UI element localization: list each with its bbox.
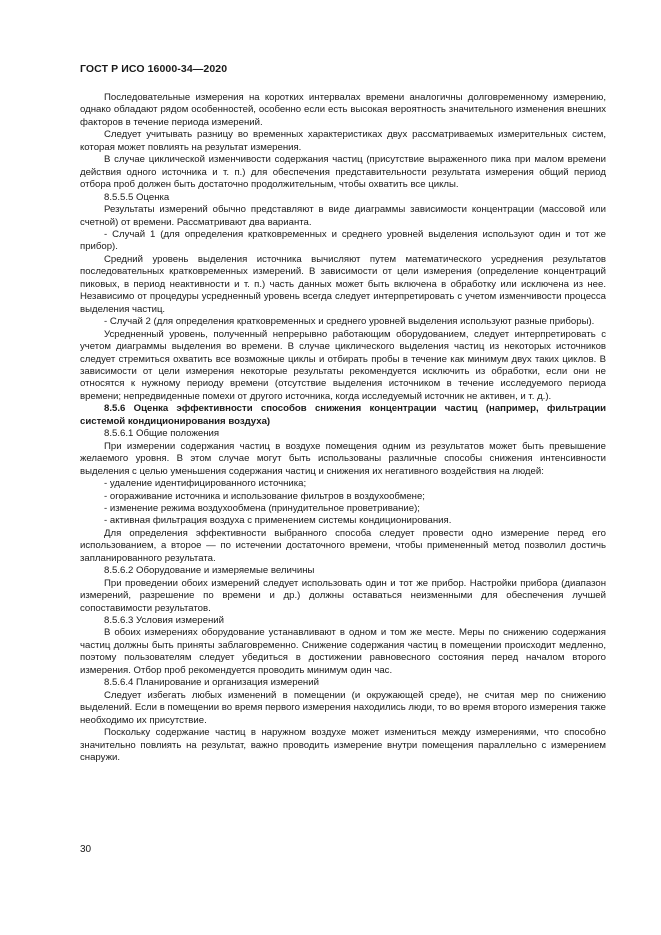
paragraph: Для определения эффективности выбранного способа следует провести одно измерение перед его использованием, а второе — по истечении достаточного времени, чтобы примененный метод позволил достичь запланированного результата. xyxy=(80,527,606,564)
list-item: - изменение режима воздухообмена (принудительное проветривание); xyxy=(104,502,420,514)
list-item: - удаление идентифицированного источника; xyxy=(104,478,307,490)
paragraph: Следует учитывать разницу во временных характеристиках двух рассматриваемых измерительных систем, которая может повлиять на результат измерения. xyxy=(80,129,606,153)
paragraph: В случае циклической изменчивости содержания частиц (присутствие выраженного пика при малом времени действия одного источника и т. п.) для обеспечения представительности результата измерения общий период отбора проб должен быть достаточно продолжительным, чтобы охватить все циклы. xyxy=(80,154,606,191)
page-number: 30 xyxy=(80,844,92,855)
list-item: - Случай 1 (для определения кратковременных и среднего уровней выделения используют один и тот же прибор). xyxy=(80,228,606,253)
paragraph: Поскольку содержание частиц в наружном воздухе может измениться между измерениями, что способно значительно повлиять на результат, важно проводить измерение внутри помещения параллельно с измерением снаружи. xyxy=(80,727,606,764)
document-body xyxy=(80,92,606,764)
section-heading-bold: 8.5.6 Оценка эффективности способов снижения концентрации частиц (например, фильтрации системой кондиционирования воздуха) xyxy=(80,403,606,427)
paragraph: При измерении содержания частиц в воздухе помещения одним из результатов может быть превышение желаемого уровня. В этом случае могут быть использованы различные способы снижения интенсивности выделения с целью уменьшения содержания частиц и снижения их негативного воздействия на людей: xyxy=(80,440,606,477)
list-item: - Случай 2 (для определения кратковременных и среднего уровней выделения используют разные приборы). xyxy=(104,316,595,328)
paragraph: Средний уровень выделения источника вычисляют путем математического усреднения результатов последовательных кратковременных измерений. В зависимости от цели измерения (определение концентраций пиковых, в период неактивности и т. п.) часть данных может быть включена в обработку или исключена из нее. Независимо от процедуры усредненный уровень всегда следует интерпретировать с учетом изменчивости процесса выделения частиц. xyxy=(80,253,606,315)
section-heading: 8.5.6.4 Планирование и организация измерений xyxy=(104,677,319,689)
section-heading: 8.5.5.5 Оценка xyxy=(104,191,170,203)
paragraph: При проведении обоих измерений следует использовать один и тот же прибор. Настройки прибора (диапазон измерений, разрешение по времени и др.) должны оставаться неизменными для обеспечения лучшей сопоставимости результатов. xyxy=(80,577,606,614)
section-heading: 8.5.6.2 Оборудование и измеряемые величины xyxy=(104,565,315,577)
list-item: - огораживание источника и использование фильтров в воздухообмене; xyxy=(104,490,425,502)
paragraph: Результаты измерений обычно представляют в виде диаграммы зависимости концентрации (массовой или счетной) от времени. Рассматривают два варианта. xyxy=(80,204,606,228)
paragraph: Последовательные измерения на коротких интервалах времени аналогичны долговременному измерению, однако обладают рядом особенностей, особенно если есть высокая вероятность значительного изменения внешних факторов в течение периода измерений. xyxy=(80,92,606,128)
paragraph: В обоих измерениях оборудование устанавливают в одном и том же месте. Меры по снижению содержания частиц должны быть приняты заблаговременно. Снижение содержания частиц в помещении происходит медленно, поэтому пользователям следует убедиться в достижении равновесного состояния перед началом второго измерения. Отбор проб рекомендуется проводить минимум один час. xyxy=(80,627,606,676)
document-header: ГОСТ Р ИСО 16000-34—2020 xyxy=(80,63,228,75)
paragraph: Следует избегать любых изменений в помещении (и окружающей среде), не считая мер по снижению выделений. Если в помещении во время первого измерения находились люди, то во время второго измерения также необходимо их присутствие. xyxy=(80,689,606,726)
section-heading: 8.5.6.1 Общие положения xyxy=(104,428,220,440)
list-item: - активная фильтрация воздуха с применением системы кондиционирования. xyxy=(104,515,452,527)
section-heading: 8.5.6.3 Условия измерений xyxy=(104,615,224,627)
paragraph: Усредненный уровень, полученный непрерывно работающим оборудованием, следует интерпретировать с учетом диаграммы выделения во времени. В случае циклического выделения частиц из некоторых источников следует стремиться охватить все возможные циклы и отбирать пробы в течение как минимум двух таких циклов. В зависимости от цели измерения некоторые результаты рекомендуется исключить из обработки, если они не относятся к нужному периоду времени (отсутствие выделения источником в течение исследуемого периода времени; непредвиденные помехи от другого источника, когда исследуемый источник не активен, и т. д.). xyxy=(80,328,606,402)
